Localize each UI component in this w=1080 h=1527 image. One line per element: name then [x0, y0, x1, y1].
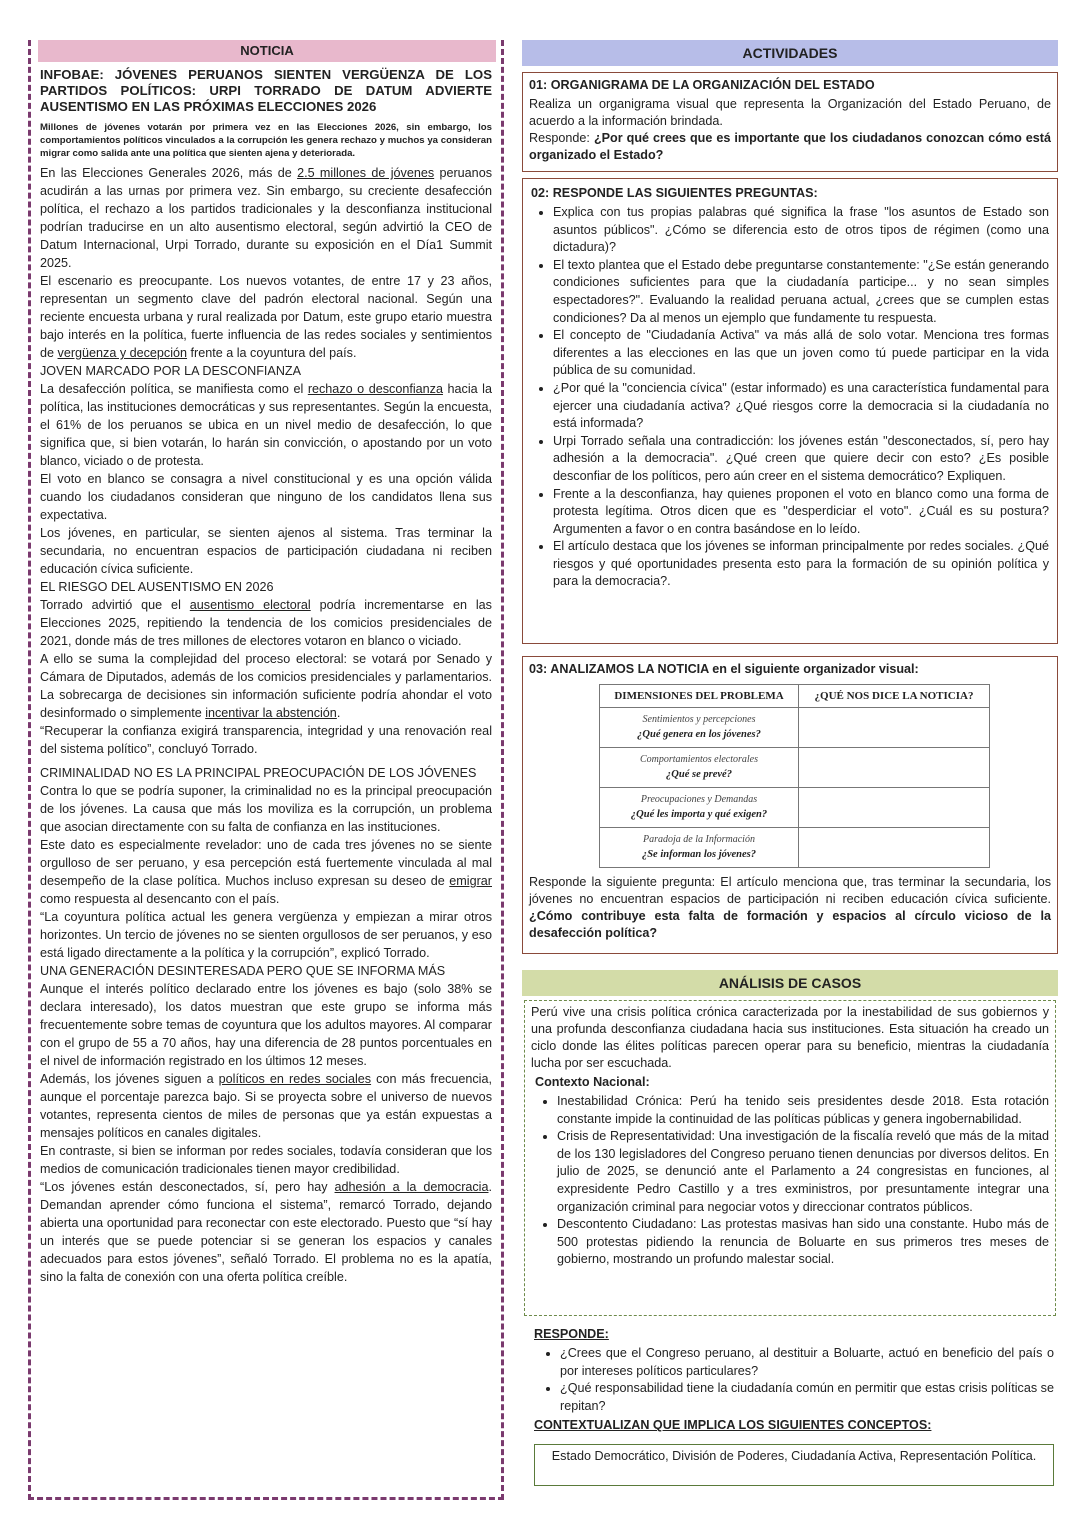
section-heading: EL RIESGO DEL AUSENTISMO EN 2026: [40, 580, 274, 594]
casos-intro: Perú vive una crisis política crónica caracterizada por la inestabilidad de sus gobiernos y una profunda desconfianza ciudadana hacia sus instituciones. Esta situación ha creado un ciclo donde las élites políticas parecen operar para su beneficio, mientras la ciudadanía lucha por ser escuchada.: [531, 1005, 1049, 1070]
answer-cell[interactable]: [799, 828, 990, 868]
activity-3-title: 03: ANALIZAMOS LA NOTICIA en el siguiente organizador visual:: [529, 662, 919, 676]
table-row: [600, 708, 990, 748]
paragraph: Aunque el interés político declarado entre los jóvenes es bajo (solo 38% se declara interesado), los datos muestran que este grupo se informa más frecuentemente sobre temas de coyuntura que los adultos mayores. Al comparar con el grupo de 55 a 70 años, hay una diferencia de 28 puntos porcentuales en el nivel de información registrado en los últimos 12 meses.: [40, 982, 492, 1068]
activity-1-title: 01: ORGANIGRAMA DE LA ORGANIZACIÓN DEL ESTADO: [529, 78, 875, 92]
list-item: • Urpi Torrado señala una contradicción: los jóvenes están "desconectados, sí, pero hay adhesión a la democracia". ¿Qué creen que quiere decir con esto? ¿Es posible desconfiar de los políticos, pero aún creer en el sistema democrático? Expliquen.: [553, 433, 1049, 486]
table-row: [600, 748, 990, 788]
paragraph: “Los jóvenes están desconectados, sí, pero hay adhesión a la democracia. Demandan aprender cómo funciona el sistema”, remarcó Torrado, dejando abierta una oportunidad para reconectar con este electorado. Puesto que “sí hay un interés que se puede potenciar si se generan los espacios y canales adecuados para estos jóvenes”, señaló Torrado. El problema no es la apatía, sino la falta de conexión con una oferta política creíble.: [40, 1180, 492, 1284]
answer-cell[interactable]: [799, 788, 990, 828]
paragraph: Contra lo que se podría suponer, la criminalidad no es la principal preocupación de los jóvenes. La causa que más los moviliza es la corrupción, un problema que asocian directamente con su falta de confianza en las instituciones.: [40, 784, 492, 834]
casos-box: [524, 1000, 1056, 1316]
list-item: • Crisis de Representatividad: Una investigación de la fiscalía reveló que más de la mitad de los 130 legisladores del Congreso peruano tienen denuncias por diversos delitos. En julio de 2025, se denunció ante el Parlamento a 24 congresistas en funciones, al expresidente Pedro Castillo y a tres exministros, por presuntamente integrar una organización criminal para negociar votos y direccionar contratos públicos.: [557, 1128, 1049, 1216]
paragraph: En las Elecciones Generales 2026, más de 2.5 millones de jóvenes peruanos acudirán a las urnas por primera vez. Sin embargo, su creciente desafección política, el rechazo a los partidos tradicionales y la desconfianza institucional podrían traducirse en un alto ausentismo electoral, según advirtió la CEO de Datum Internacional, Urpi Torrado, durante su exposición en el Día1 Summit 2025.: [40, 166, 492, 270]
responde-title: RESPONDE:: [534, 1327, 609, 1341]
table-header: DIMENSIONES DEL PROBLEMA: [600, 685, 799, 708]
paragraph: La desafección política, se manifiesta como el rechazo o desconfianza hacia la política, las instituciones democráticas y sus representantes. Según la encuesta, el 61% de los peruanos se ubica en un nivel medio de desafección, lo que significa que, si bien votarán, lo harán sin convicción, o apostando por un voto blanco, viciado o de protesta.: [40, 382, 492, 468]
section-heading: JOVEN MARCADO POR LA DESCONFIANZA: [40, 364, 302, 378]
dimension-question: ¿Se informan los jóvenes?: [641, 849, 757, 860]
answer-cell[interactable]: [799, 708, 990, 748]
list-item: • ¿Por qué la "conciencia cívica" (estar informado) es una característica fundamental para ejercer una ciudadanía activa? ¿Qué riesgos corre la democracia si la ciudadanía no está informada?: [553, 380, 1049, 433]
dimension-label: Sentimientos y percepciones: [642, 714, 756, 725]
responde-list: [534, 1345, 1054, 1415]
noticia-body: [40, 67, 492, 1286]
list-item: • El artículo destaca que los jóvenes se informan principalmente por redes sociales. ¿Qué riesgos y qué oportunidades presenta esto para la formación de su opinión política y para la democracia?.: [553, 538, 1049, 591]
table-row: [600, 828, 990, 868]
actividades-header: ACTIVIDADES: [522, 40, 1058, 66]
paragraph: En contraste, si bien se informan por redes sociales, todavía consideran que los medios de comunicación tradicionales tienen mayor credibilidad.: [40, 1144, 492, 1176]
contexto-list: [531, 1093, 1049, 1269]
table-row: [600, 788, 990, 828]
paragraph: El voto en blanco se consagra a nivel constitucional y es una opción válida cuando los ciudadanos consideran que ninguno de los candidatos llena sus expectativa.: [40, 472, 492, 522]
noticia-title: INFOBAE: JÓVENES PERUANOS SIENTEN VERGÜENZA DE LOS PARTIDOS POLÍTICOS: URPI TORRADO DE DATUM ADVIERTE AUSENTISMO EN LAS PRÓXIMAS ELECCIONES 2026: [40, 67, 492, 114]
list-item: • Frente a la desconfianza, hay quienes proponen el voto en blanco como una forma de protesta legítima. Otros dicen que es "desperdiciar el voto". ¿Cuál es su postura? Argumenten a favor o en contra basándose en lo leído.: [553, 486, 1049, 539]
casos-header: ANÁLISIS DE CASOS: [522, 970, 1058, 996]
conceptos-box: Estado Democrático, División de Poderes, Ciudadanía Activa, Representación Política.: [534, 1444, 1054, 1486]
list-item: • Inestabilidad Crónica: Perú ha tenido seis presidentes desde 2018. Esta rotación constante impide la continuidad de las políticas públicas y genera ingobernabilidad.: [557, 1093, 1049, 1128]
question-list: [531, 204, 1049, 591]
paragraph: El escenario es preocupante. Los nuevos votantes, de entre 17 y 23 años, representan un segmento clave del padrón electoral nacional. Según una reciente encuesta urbana y rural realizada por Datum, este grupo etario muestra bajo interés en la política, fuerte influencia de las redes sociales y sentimientos de vergüenza y decepción frente a la coyuntura del país.: [40, 274, 492, 360]
dimension-label: Preocupaciones y Demandas: [640, 794, 758, 805]
list-item: • Explica con tus propias palabras qué significa la frase "los asuntos de Estado son asuntos públicos". ¿Cómo se diferencia esto de otros tipos de régimen (como una dictadura)?: [553, 204, 1049, 257]
organizer-table: [599, 684, 990, 868]
section-heading: UNA GENERACIÓN DESINTERESADA PERO QUE SE INFORMA MÁS: [40, 964, 446, 978]
paragraph: Torrado advirtió que el ausentismo electoral podría incrementarse en las Elecciones 2025, repitiendo la tendencia de los comicios presidenciales de 2021, donde más de tres millones de electores votaron en blanco o viciado.: [40, 598, 492, 648]
list-item: • El texto plantea que el Estado debe preguntarse constantemente: "¿Se están generando condiciones suficientes para que la ciudadanía participe... y no sean simples espectadores?". Evaluando la realidad peruana actual, ¿crees que se cumplen estas condiciones? Da al menos un ejemplo que fundamente tu respuesta.: [553, 257, 1049, 327]
paragraph: Además, los jóvenes siguen a políticos en redes sociales con más frecuencia, aunque el porcentaje parezca bajo. Si se proyecta sobre el universo de nuevos votantes, representa cientos de miles de personas que ya están expuestas a mensajes políticos en canales digitales.: [40, 1072, 492, 1140]
activity-3-question: Responde la siguiente pregunta: El artículo menciona que, tras terminar la secundaria, los jóvenes no encuentran espacios de participación ni reciben educación cívica suficiente. ¿Cómo contribuye esta falta de formación y espacios al círculo vicioso de la desafección política?: [529, 875, 1051, 940]
activity-1-box: [522, 72, 1058, 172]
paragraph: A ello se suma la complejidad del proceso electoral: se votará por Senado y Cámara de Diputados, además de los comicios presidenciales y parlamentarios. La sobrecarga de decisiones sin información suficiente podría ahondar el voto desinformado o simplemente incentivar la abstención.: [40, 652, 492, 720]
dimension-label: Paradoja de la Información: [643, 834, 755, 845]
conceptos-title: CONTEXTUALIZAN QUE IMPLICA LOS SIGUIENTES CONCEPTOS:: [534, 1418, 932, 1433]
dimension-label: Comportamientos electorales: [639, 754, 759, 765]
noticia-header: NOTICIA: [38, 40, 496, 62]
noticia-lead: Millones de jóvenes votarán por primera vez en las Elecciones 2026, sin embargo, los comportamientos políticos vinculados a la corrupción les genera rechazo y muchos ya consideran migrar como salida ante una política que sienten ajena y deteriorada.: [40, 122, 492, 159]
dimension-question: ¿Qué les importa y qué exigen?: [630, 809, 768, 820]
activity-3-box: [522, 656, 1058, 954]
paragraph: Los jóvenes, en particular, se sienten ajenos al sistema. Tras terminar la secundaria, no encuentran espacios de participación ciudadana ni reciben educación cívica suficiente.: [40, 526, 492, 576]
list-item: • Descontento Ciudadano: Las protestas masivas han sido una constante. Hubo más de 500 protestas pidiendo la renuncia de Boluarte en sus primeros tres meses de gobierno, mostrando un profundo malestar social.: [557, 1216, 1049, 1269]
list-item: • El concepto de "Ciudadanía Activa" va más allá de solo votar. Menciona tres formas diferentes a las elecciones en las que un joven como tú puede participar en la vida pública de su comunidad.: [553, 327, 1049, 380]
activity-2-title: 02: RESPONDE LAS SIGUIENTES PREGUNTAS:: [531, 186, 818, 200]
list-item: • ¿Crees que el Congreso peruano, al destituir a Boluarte, actuó en beneficio del país o por intereses políticos particulares?: [560, 1345, 1054, 1380]
paragraph: Este dato es especialmente revelador: uno de cada tres jóvenes no se siente orgulloso de ser peruano, y esa percepción está fuertemente vinculada al mal desempeño de la clase política. Muchos incluso expresan su deseo de emigrar como respuesta al desencanto con el país.: [40, 838, 492, 906]
table-header: ¿QUÉ NOS DICE LA NOTICIA?: [799, 685, 990, 708]
activity-1-text: Realiza un organigrama visual que representa la Organización del Estado Peruano, de acuerdo a la información brindada.: [529, 97, 1051, 128]
dimension-question: ¿Qué se prevé?: [666, 769, 732, 780]
contexto-title: Contexto Nacional:: [535, 1075, 650, 1089]
activity-2-box: [522, 178, 1058, 644]
answer-cell[interactable]: [799, 748, 990, 788]
section-heading: CRIMINALIDAD NO ES LA PRINCIPAL PREOCUPACIÓN DE LOS JÓVENES: [40, 766, 477, 780]
list-item: • ¿Qué responsabilidad tiene la ciudadanía común en permitir que estas crisis políticas se repitan?: [560, 1380, 1054, 1415]
paragraph: “Recuperar la confianza exigirá transparencia, integridad y una renovación real del sistema político”, concluyó Torrado.: [40, 724, 492, 756]
paragraph: “La coyuntura política actual les genera vergüenza y empiezan a mirar otros horizontes. Un tercio de jóvenes no se sienten orgullosos de ser peruanos, y eso está ligado directamente a la política y la corrupción”, explicó Torrado.: [40, 910, 492, 960]
activity-1-question: Responde: ¿Por qué crees que es importante que los ciudadanos conozcan cómo está organizado el Estado?: [529, 131, 1051, 162]
dimension-question: ¿Qué genera en los jóvenes?: [637, 729, 761, 740]
responde-section: [534, 1326, 1054, 1434]
